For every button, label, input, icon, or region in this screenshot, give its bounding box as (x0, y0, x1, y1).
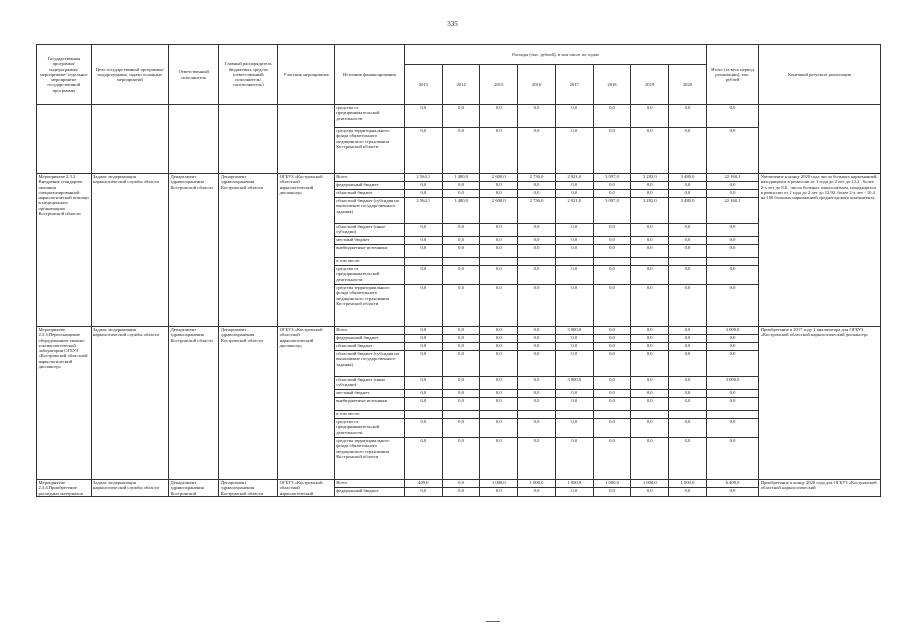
funding-source: федеральный бюджет (334, 488, 404, 496)
measure-goal: Задача: модернизация наркологической службы области (91, 480, 169, 497)
measure-result: Приобретение к концу 2020 года для ОГБУЗ «Костромской областной наркологический (759, 480, 881, 497)
measure-admin: Департамент здравоохранения Костромской области (219, 480, 278, 497)
header-year: 2015 (480, 65, 518, 105)
year-value: 0,0 (669, 419, 707, 438)
year-value: 0,0 (555, 237, 593, 245)
year-value: 0,0 (631, 327, 669, 335)
year-value: 0,0 (555, 419, 593, 438)
funding-source: средства территориального фонда обязательного медицинского страхования Костромской области (334, 128, 404, 174)
footer-mark (486, 621, 500, 622)
measure-participant: ОГБУЗ «Костромской областной наркологический диспансер» (278, 174, 335, 327)
total-value: 0,0 (706, 438, 758, 480)
year-value: 0,0 (669, 438, 707, 480)
measure-goal: Задача: модернизация наркологической службы области (91, 174, 169, 327)
year-value: 0,0 (518, 390, 556, 398)
measure-executor: Департамент здравоохранения Костромской (169, 480, 219, 497)
measure-executor: Департамент здравоохранения Костромской области (169, 327, 219, 480)
year-value: 409,0 (404, 480, 442, 488)
funding-source: областной бюджет (субсидия на выполнение государственного задания) (334, 351, 404, 377)
year-value: 0,0 (404, 105, 442, 128)
measure-executor: Департамент здравоохранения Костромской области (169, 174, 219, 327)
year-value: 0,0 (480, 182, 518, 190)
year-value: 0,0 (404, 419, 442, 438)
total-value: 0,0 (706, 190, 758, 198)
year-value: 0,0 (404, 438, 442, 480)
year-value: 0,0 (404, 327, 442, 335)
funding-source: Всего (334, 327, 404, 335)
year-value: 0,0 (669, 245, 707, 258)
measure-participant: ОГБУЗ «Костромской областной наркологический диспансер» (278, 327, 335, 480)
measure-goal: Задача: модернизация наркологической службы области (91, 327, 169, 480)
funding-source: внебюджетные источники (334, 245, 404, 258)
year-value: 0,0 (480, 335, 518, 343)
year-value: 0,0 (442, 398, 480, 411)
year-value: 0,0 (518, 182, 556, 190)
measure-admin: Департамент здравоохранения Костромской области (219, 174, 278, 327)
funding-source: областной бюджет (334, 190, 404, 198)
year-value: 0,0 (593, 377, 631, 390)
total-value: 0,0 (706, 419, 758, 438)
year-value: 0,0 (480, 390, 518, 398)
year-value: 0,0 (631, 224, 669, 237)
funding-source: областной бюджет (иные субсидии) (334, 224, 404, 237)
year-value: 0,0 (442, 327, 480, 335)
year-value: 0,0 (555, 398, 593, 411)
year-value: 1 000,0 (518, 480, 556, 488)
year-value (518, 258, 556, 266)
year-value: 0,0 (555, 285, 593, 327)
year-value (442, 258, 480, 266)
year-value: 0,0 (669, 105, 707, 128)
year-value (669, 411, 707, 419)
empty-cell (759, 105, 881, 174)
total-value: 0,0 (706, 237, 758, 245)
year-value: 0,0 (480, 245, 518, 258)
year-value: 0,0 (518, 419, 556, 438)
measure-program: Мероприятие 2.3.4.Приобретение расходных материалов (37, 480, 92, 497)
year-value: 0,0 (442, 128, 480, 174)
table-row (37, 327, 881, 335)
total-value: 6 409,0 (706, 480, 758, 488)
measure-admin: Департамент здравоохранения Костромской области (219, 327, 278, 480)
table-row (37, 174, 881, 182)
year-value: 0,0 (442, 105, 480, 128)
year-value: 0,0 (480, 343, 518, 351)
year-value (480, 411, 518, 419)
header-year: 2019 (631, 65, 669, 105)
year-value: 0,0 (442, 377, 480, 390)
year-value: 0,0 (593, 237, 631, 245)
page-number: 335 (447, 20, 458, 28)
year-value: 0,0 (442, 335, 480, 343)
year-value: 0,0 (669, 266, 707, 285)
funding-source: областной бюджет (субсидия на выполнение государственного задания) (334, 198, 404, 224)
year-value: 1 000,0 (631, 480, 669, 488)
year-value: 0,0 (669, 224, 707, 237)
measure-result: Увеличение к концу 2020 года числа больных наркоманией, находящихся в ремиссии от 1 года до 2 лет до 12,2 , более 2-х лет до 8,8 , числа больных алкоголизмом, находящихся в ремиссии от 1 года до 2 лет до 12,92, более 2-х лет - 10,4 на 100 больных наркоманией среднегодового контингента. (759, 174, 881, 327)
year-value: 0,0 (442, 343, 480, 351)
year-value: 0,0 (518, 398, 556, 411)
total-value: 22 160,1 (706, 198, 758, 224)
funding-source: средства от предпринимательской деятельности (334, 105, 404, 128)
year-value: 0,0 (480, 190, 518, 198)
total-value: 3 000,0 (706, 327, 758, 335)
year-value: 0,0 (669, 190, 707, 198)
year-value: 3 000,0 (555, 377, 593, 390)
funding-source: в том числе: (334, 411, 404, 419)
year-value: 0,0 (593, 105, 631, 128)
measure-participant: ОГБУЗ «Костромской областной наркологический (278, 480, 335, 497)
year-value: 0,0 (404, 237, 442, 245)
empty-cell (91, 105, 169, 174)
year-value: 0,0 (593, 351, 631, 377)
year-value: 0,0 (669, 390, 707, 398)
total-value: 0,0 (706, 390, 758, 398)
year-value: 0,0 (442, 488, 480, 496)
year-value: 0,0 (631, 237, 669, 245)
year-value (480, 258, 518, 266)
year-value: 0,0 (404, 266, 442, 285)
empty-cell (37, 105, 92, 174)
header-participant: Участник мероприятия (278, 45, 335, 105)
year-value: 0,0 (518, 343, 556, 351)
year-value: 0,0 (555, 438, 593, 480)
total-value: 0,0 (706, 335, 758, 343)
year-value: 0,0 (555, 335, 593, 343)
year-value: 0,0 (555, 488, 593, 496)
year-value (669, 258, 707, 266)
year-value: 1 480,0 (442, 198, 480, 224)
funding-source: федеральный бюджет (334, 335, 404, 343)
measure-program: Мероприятие 2.3.3.Переоснащение оборудованием химико-токсикологической лаборатории ОГБУЗ «Костромской областной наркологический диспансер» (37, 327, 92, 480)
year-value: 0,0 (518, 285, 556, 327)
measure-result: Приобретение в 2017 году 1 анализатора для ОГБУЗ «Костромской областной наркологический диспансер» (759, 327, 881, 480)
funding-source: Всего (334, 480, 404, 488)
year-value: 0,0 (518, 128, 556, 174)
year-value (442, 411, 480, 419)
total-value: 0,0 (706, 245, 758, 258)
measure-program: Мероприятие 2.3.2. Внедрение стандартов оказания специализированной наркологической помощи в медицинских организациях Костромской области (37, 174, 92, 327)
year-value: 0,0 (480, 351, 518, 377)
year-value: 0,0 (631, 182, 669, 190)
year-value: 3 282,0 (631, 174, 669, 182)
year-value: 0,0 (404, 343, 442, 351)
year-value: 0,0 (404, 285, 442, 327)
header-year: 2017 (555, 65, 593, 105)
year-value: 0,0 (518, 327, 556, 335)
year-value: 0,0 (631, 438, 669, 480)
header-year: 2018 (593, 65, 631, 105)
year-value (404, 411, 442, 419)
year-value: 2 921,0 (555, 174, 593, 182)
year-value: 0,0 (480, 266, 518, 285)
year-value: 2 564,1 (404, 174, 442, 182)
year-value: 0,0 (593, 285, 631, 327)
year-value: 0,0 (631, 245, 669, 258)
total-value (706, 411, 758, 419)
year-value: 0,0 (442, 419, 480, 438)
year-value: 0,0 (593, 182, 631, 190)
funding-source: областной бюджет (иные субсидии) (334, 377, 404, 390)
funding-source: местный бюджет (334, 390, 404, 398)
total-value: 22 160,1 (706, 174, 758, 182)
year-value: 0,0 (480, 237, 518, 245)
funding-source: федеральный бюджет (334, 182, 404, 190)
year-value: 0,0 (442, 438, 480, 480)
year-value: 0,0 (442, 351, 480, 377)
year-value: 3 000,0 (555, 327, 593, 335)
total-value: 0,0 (706, 128, 758, 174)
year-value: 0,0 (480, 438, 518, 480)
year-value: 0,0 (593, 438, 631, 480)
year-value: 0,0 (480, 105, 518, 128)
total-value: 0,0 (706, 224, 758, 237)
year-value: 0,0 (404, 351, 442, 377)
header-year: 2013 (404, 65, 442, 105)
year-value: 0,0 (555, 190, 593, 198)
year-value: 0,0 (631, 266, 669, 285)
year-value: 0,0 (518, 266, 556, 285)
year-value: 0,0 (518, 190, 556, 198)
year-value: 3 097,0 (593, 174, 631, 182)
year-value: 0,0 (480, 327, 518, 335)
year-value: 0,0 (480, 285, 518, 327)
header-admin: Главный распорядитель бюджетных средств (ответственный исполнитель/ соисполнитель) (219, 45, 278, 105)
year-value (404, 258, 442, 266)
year-value: 0,0 (480, 377, 518, 390)
total-value: 3 000,0 (706, 377, 758, 390)
year-value: 0,0 (555, 105, 593, 128)
year-value: 0,0 (669, 351, 707, 377)
year-value: 1 000,0 (480, 480, 518, 488)
year-value: 3 480,0 (669, 198, 707, 224)
total-value: 0,0 (706, 105, 758, 128)
year-value: 1 000,0 (593, 480, 631, 488)
header-year: 2020 (669, 65, 707, 105)
total-value (706, 258, 758, 266)
year-value: 0,0 (631, 285, 669, 327)
year-value: 3 282,0 (631, 198, 669, 224)
year-value: 0,0 (442, 237, 480, 245)
year-value: 0,0 (442, 390, 480, 398)
total-value: 0,0 (706, 343, 758, 351)
year-value: 0,0 (404, 190, 442, 198)
year-value: 0,0 (442, 224, 480, 237)
year-value: 0,0 (593, 343, 631, 351)
year-value: 2 600,0 (480, 174, 518, 182)
header-executor: Ответственный исполнитель (169, 45, 219, 105)
year-value: 0,0 (442, 245, 480, 258)
header-expenses: Расходы (тыс. рублей), в том числе по годам (404, 45, 706, 65)
year-value (555, 258, 593, 266)
year-value: 0,0 (669, 377, 707, 390)
year-value: 2 736,0 (518, 198, 556, 224)
year-value: 0,0 (442, 285, 480, 327)
year-value: 0,0 (669, 327, 707, 335)
year-value: 0,0 (518, 105, 556, 128)
year-value: 0,0 (518, 224, 556, 237)
year-value: 0,0 (442, 182, 480, 190)
year-value: 2 564,1 (404, 198, 442, 224)
year-value: 0,0 (442, 480, 480, 488)
year-value: 0,0 (669, 182, 707, 190)
header-goal: Цель государственной программы/подпрограммы, задачи основных мероприятий (91, 45, 169, 105)
year-value: 0,0 (518, 335, 556, 343)
year-value: 0,0 (442, 266, 480, 285)
total-value: 0,0 (706, 351, 758, 377)
year-value: 0,0 (518, 377, 556, 390)
funding-source: средства территориального фонда обязательного медицинского страхования Костромской области (334, 438, 404, 480)
year-value: 3 097,0 (593, 198, 631, 224)
year-value: 0,0 (593, 335, 631, 343)
year-value: 0,0 (593, 390, 631, 398)
year-value: 0,0 (593, 190, 631, 198)
year-value: 0,0 (480, 224, 518, 237)
year-value (631, 258, 669, 266)
year-value: 0,0 (631, 419, 669, 438)
year-value (518, 411, 556, 419)
year-value: 0,0 (631, 488, 669, 496)
funding-source: в том числе: (334, 258, 404, 266)
header-result: Конечный результат реализации (759, 45, 881, 105)
year-value: 2 736,0 (518, 174, 556, 182)
year-value: 1 000,0 (555, 480, 593, 488)
year-value: 0,0 (404, 398, 442, 411)
year-value (593, 258, 631, 266)
year-value: 0,0 (404, 128, 442, 174)
year-value: 0,0 (631, 190, 669, 198)
year-value: 0,0 (555, 351, 593, 377)
year-value: 0,0 (631, 351, 669, 377)
year-value: 0,0 (480, 398, 518, 411)
year-value: 0,0 (404, 182, 442, 190)
year-value: 0,0 (669, 398, 707, 411)
year-value: 0,0 (404, 224, 442, 237)
year-value: 0,0 (631, 105, 669, 128)
year-value: 0,0 (669, 285, 707, 327)
year-value: 0,0 (593, 224, 631, 237)
funding-source: средства территориального фонда обязательного медицинского страхования Костромской области (334, 285, 404, 327)
year-value: 0,0 (480, 488, 518, 496)
year-value: 2 600,0 (480, 198, 518, 224)
total-value: 0,0 (706, 266, 758, 285)
year-value: 0,0 (631, 390, 669, 398)
year-value: 0,0 (555, 266, 593, 285)
funding-source: средства от предпринимательской деятельности (334, 419, 404, 438)
year-value: 0,0 (631, 335, 669, 343)
year-value: 0,0 (442, 190, 480, 198)
table-row (37, 480, 881, 488)
year-value: 0,0 (518, 245, 556, 258)
year-value: 0,0 (669, 128, 707, 174)
year-value: 0,0 (555, 128, 593, 174)
year-value: 0,0 (631, 398, 669, 411)
year-value: 0,0 (593, 245, 631, 258)
year-value: 0,0 (669, 335, 707, 343)
year-value: 0,0 (555, 182, 593, 190)
year-value: 0,0 (518, 351, 556, 377)
year-value: 0,0 (555, 224, 593, 237)
budget-table (36, 44, 881, 497)
year-value: 0,0 (518, 237, 556, 245)
year-value (593, 411, 631, 419)
total-value: 0,0 (706, 398, 758, 411)
year-value: 0,0 (669, 237, 707, 245)
year-value: 0,0 (480, 128, 518, 174)
year-value: 0,0 (593, 398, 631, 411)
funding-source: Всего (334, 174, 404, 182)
year-value (631, 411, 669, 419)
header-program: Государственная программа/подпрограмма/ мероприятие/ отдельное мероприятие государственной программы (37, 45, 92, 105)
year-value: 0,0 (593, 488, 631, 496)
funding-source: областной бюджет (334, 343, 404, 351)
table-row (37, 105, 881, 128)
header-year: 2016 (518, 65, 556, 105)
year-value: 0,0 (518, 488, 556, 496)
year-value: 1 000,0 (669, 480, 707, 488)
year-value: 0,0 (593, 419, 631, 438)
total-value: 0,0 (706, 285, 758, 327)
year-value: 0,0 (404, 245, 442, 258)
year-value: 0,0 (593, 128, 631, 174)
year-value: 0,0 (593, 327, 631, 335)
year-value: 0,0 (404, 488, 442, 496)
funding-source: местный бюджет (334, 237, 404, 245)
funding-source: внебюджетные источники (334, 398, 404, 411)
year-value: 0,0 (518, 438, 556, 480)
year-value: 1 480,0 (442, 174, 480, 182)
year-value: 0,0 (669, 488, 707, 496)
year-value: 0,0 (631, 128, 669, 174)
year-value: 2 921,0 (555, 198, 593, 224)
empty-cell (219, 105, 278, 174)
year-value: 0,0 (404, 390, 442, 398)
year-value: 0,0 (555, 343, 593, 351)
year-value: 0,0 (555, 245, 593, 258)
year-value: 0,0 (593, 266, 631, 285)
year-value (555, 411, 593, 419)
empty-cell (278, 105, 335, 174)
year-value: 0,0 (669, 343, 707, 351)
year-value: 0,0 (631, 343, 669, 351)
funding-source: средства от предпринимательской деятельности (334, 266, 404, 285)
year-value: 0,0 (480, 419, 518, 438)
total-value: 0,0 (706, 182, 758, 190)
year-value: 0,0 (555, 390, 593, 398)
year-value: 0,0 (404, 335, 442, 343)
year-value: 0,0 (631, 377, 669, 390)
total-value: 0,0 (706, 488, 758, 496)
header-source: Источник финансирования (334, 45, 404, 105)
year-value: 3 480,0 (669, 174, 707, 182)
header-year: 2014 (442, 65, 480, 105)
header-total: Итого (за весь период реализации), тыс. рублей (706, 45, 758, 105)
year-value: 0,0 (404, 377, 442, 390)
page-cut-area (36, 582, 881, 640)
empty-cell (169, 105, 219, 174)
